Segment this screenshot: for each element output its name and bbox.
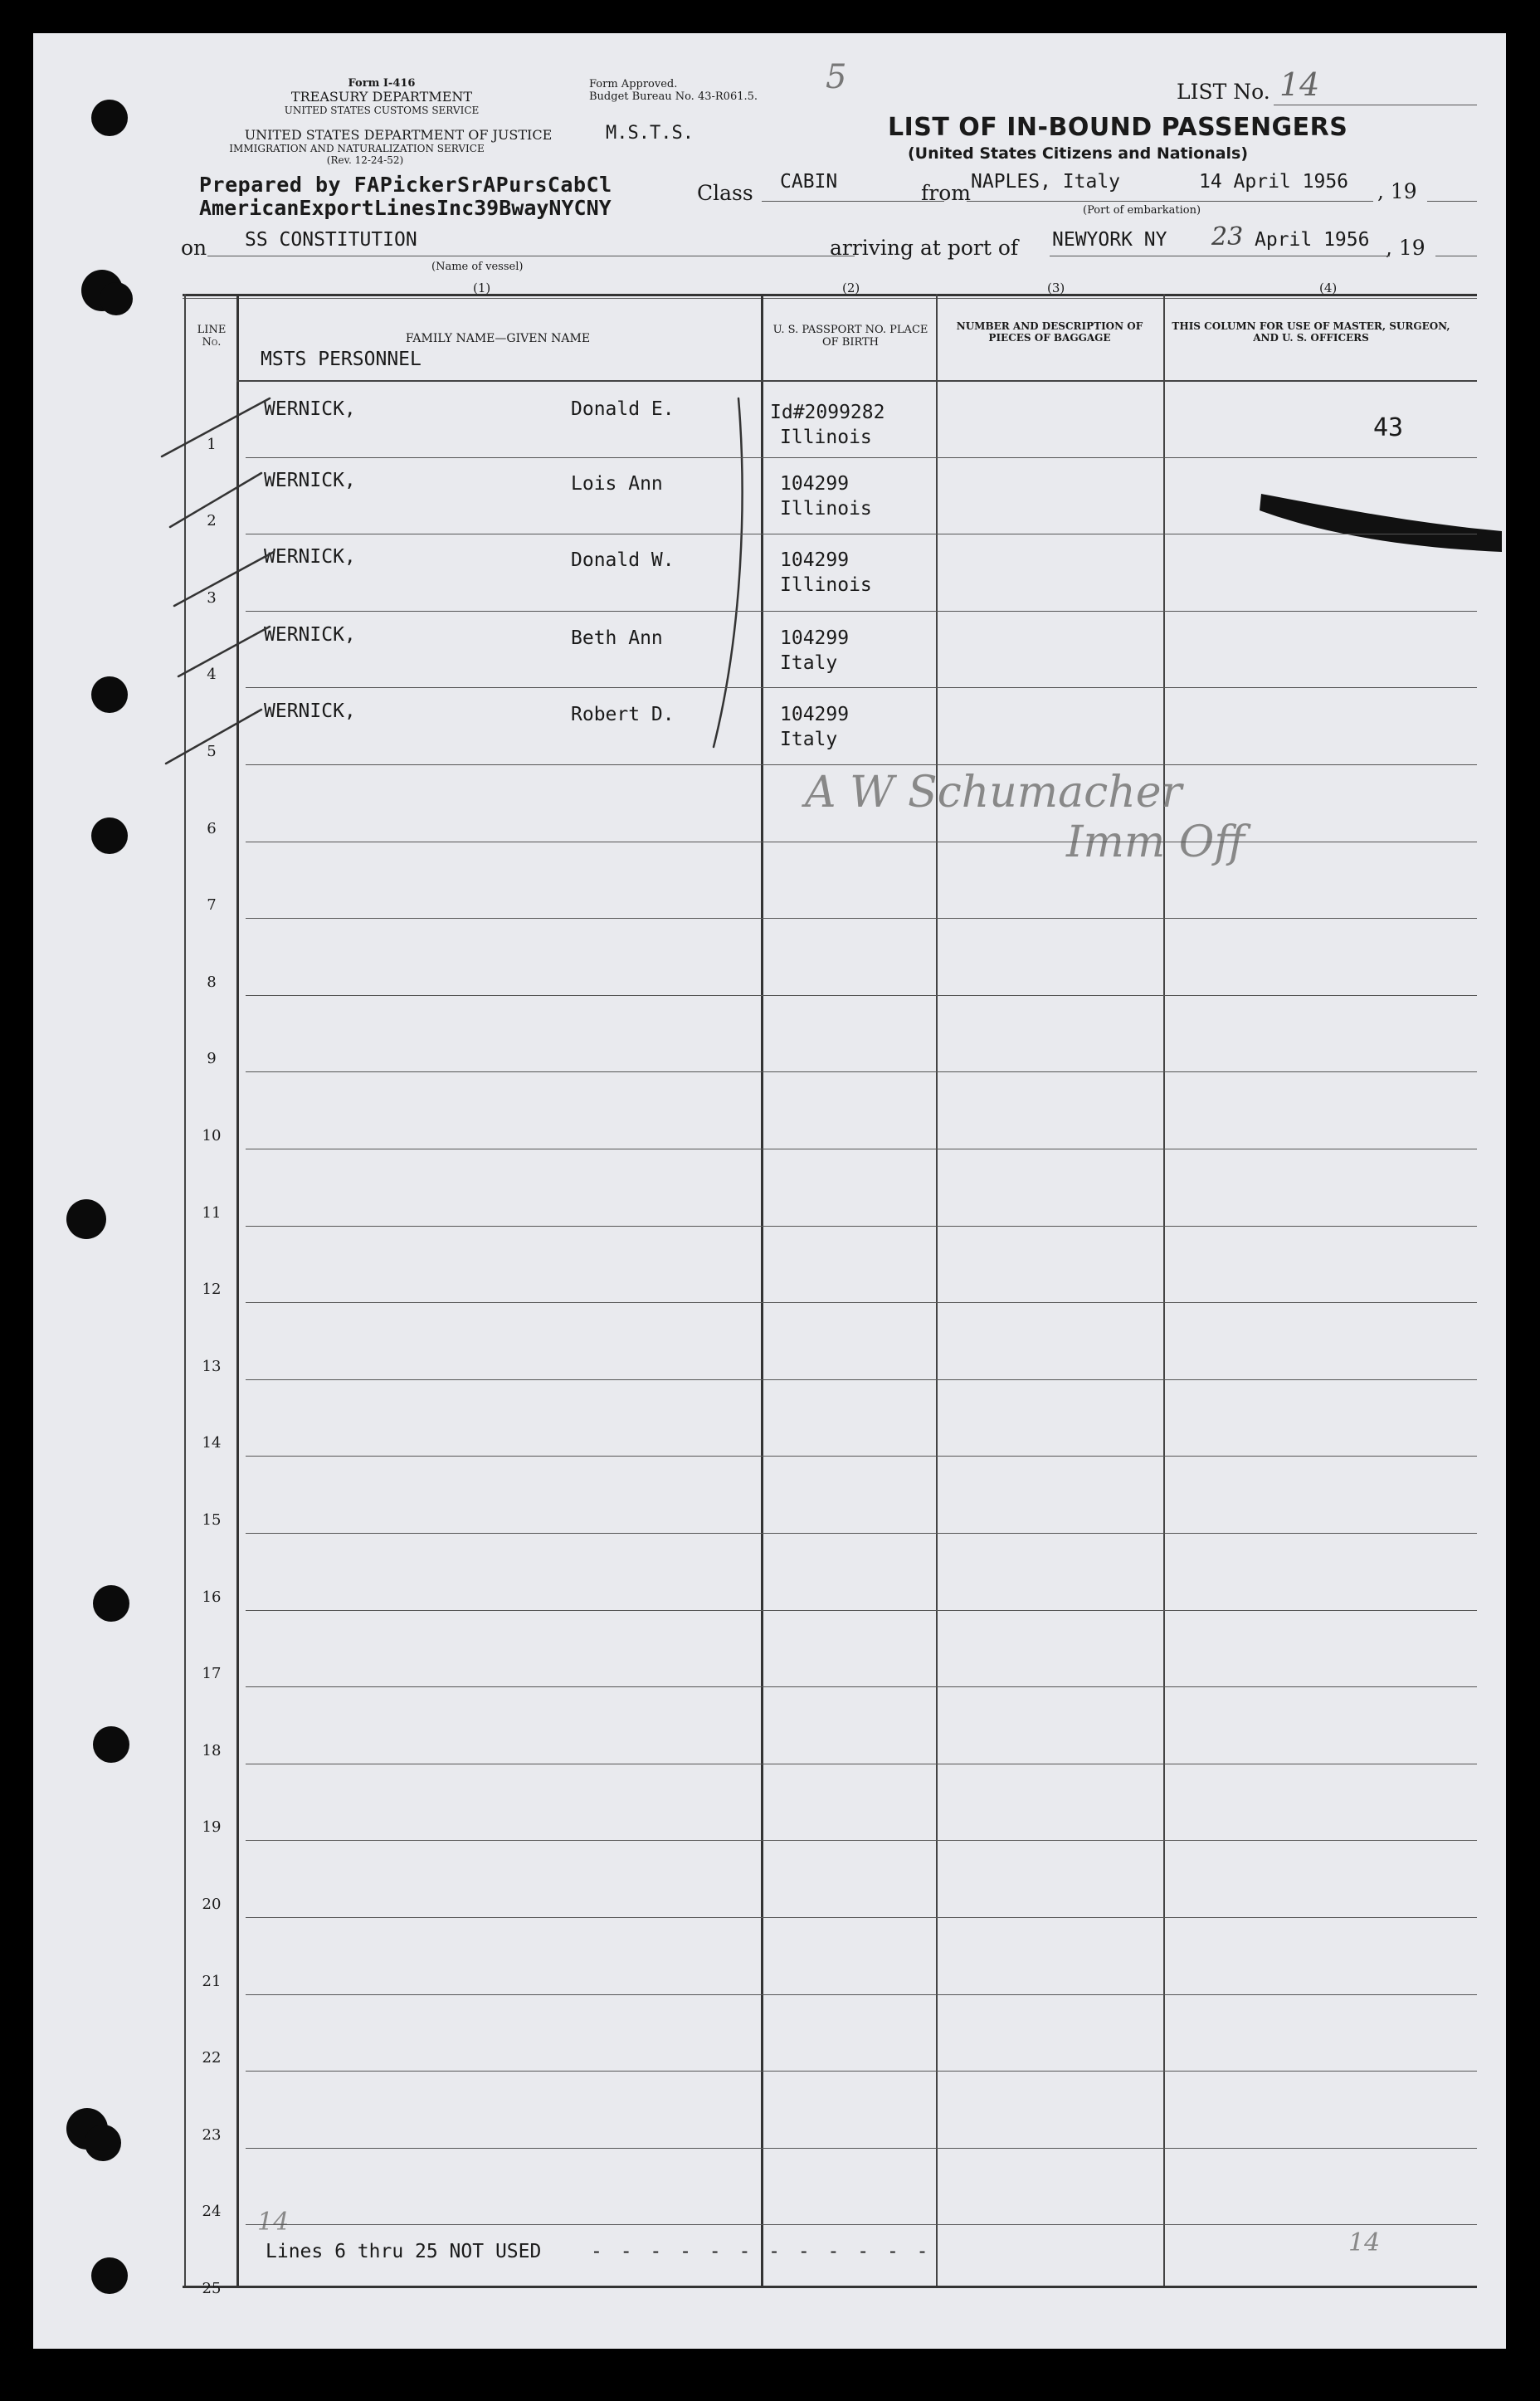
row-rule <box>246 1686 1477 1687</box>
line-number: 11 <box>202 1204 222 1222</box>
signature: A W Schumacher <box>805 768 1182 817</box>
column-number-3: (3) <box>1047 281 1065 295</box>
prepared-by: Prepared by FAPickerSrAPursCabCl <box>199 173 612 197</box>
form-approved: Form Approved. <box>589 78 678 90</box>
line-number: 17 <box>202 1665 222 1682</box>
row-rule <box>246 687 1477 688</box>
line-number: 13 <box>202 1358 222 1375</box>
line-number: 4 <box>207 666 217 683</box>
arrival-day: 23 <box>1211 222 1244 251</box>
passenger-3-given: Donald W. <box>571 549 675 571</box>
dashed-line: - - - - - - - - - - - - <box>591 2241 932 2262</box>
passenger-2-birthplace: Illinois <box>780 498 872 520</box>
row-rule <box>246 2224 1477 2225</box>
line-number: 6 <box>207 820 217 837</box>
budget-bureau: Budget Bureau No. 43-R061.5. <box>589 90 758 103</box>
bottom-left-mark: 14 <box>257 2208 290 2237</box>
passenger-5-family: WERNICK, <box>264 700 356 722</box>
line-number: 7 <box>207 896 217 914</box>
baggage-header: NUMBER AND DESCRIPTION OF PIECES OF BAGGAGE <box>956 320 1143 344</box>
line-number: 9 <box>207 1050 217 1067</box>
on-label: on <box>181 236 207 260</box>
prepared-by-company: AmericanExportLinesInc39BwayNYCNY <box>199 196 612 220</box>
column-number-4: (4) <box>1319 281 1338 295</box>
handwritten-marks <box>33 33 1506 2349</box>
line-number: 1 <box>207 436 217 453</box>
passenger-4-given: Beth Ann <box>571 627 663 649</box>
passenger-3-birthplace: Illinois <box>780 574 872 596</box>
row-rule <box>246 1071 1477 1072</box>
line-number: 8 <box>207 974 217 991</box>
passenger-1-birthplace: Illinois <box>780 427 872 448</box>
row-rule <box>246 1994 1477 1995</box>
document-title: LIST OF IN-BOUND PASSENGERS <box>888 113 1348 142</box>
name-header: FAMILY NAME—GIVEN NAME <box>405 332 591 345</box>
officer-note: 43 <box>1373 413 1404 442</box>
line-number: 23 <box>202 2126 222 2144</box>
passenger-1-passport: Id#2099282 <box>770 402 885 423</box>
officers-header: THIS COLUMN FOR USE OF MASTER, SURGEON, AND U. S. OFFICERS <box>1172 320 1450 344</box>
passenger-5-passport: 104299 <box>780 704 850 725</box>
row-rule <box>246 1302 1477 1303</box>
line-number-header: LINE No. <box>197 324 227 349</box>
row-rule <box>246 1610 1477 1611</box>
row-rule <box>246 1226 1477 1227</box>
passenger-2-passport: 104299 <box>780 473 850 495</box>
line-number: 21 <box>202 1973 222 1990</box>
signature-title: Imm Off <box>1066 817 1245 867</box>
row-rule <box>246 764 1477 765</box>
line-number: 15 <box>202 1511 222 1529</box>
line-number: 16 <box>202 1588 222 1606</box>
line-number: 20 <box>202 1896 222 1913</box>
line-number: 18 <box>202 1742 222 1759</box>
passenger-1-family: WERNICK, <box>264 398 356 420</box>
port-of-embarkation: NAPLES, Italy <box>971 171 1121 193</box>
from-label: from <box>921 181 971 205</box>
row-rule <box>246 1840 1477 1841</box>
row-rule <box>246 995 1477 996</box>
line-number: 19 <box>202 1818 222 1836</box>
form-number: Form I-416 <box>348 77 416 90</box>
row-rule <box>246 611 1477 612</box>
passenger-3-passport: 104299 <box>780 549 850 571</box>
msts-label: M.S.T.S. <box>606 123 694 144</box>
page-mark: 5 <box>826 58 847 96</box>
vessel-caption: (Name of vessel) <box>431 261 524 273</box>
passenger-4-birthplace: Italy <box>780 652 838 674</box>
passenger-5-given: Robert D. <box>571 704 675 725</box>
not-used-note: Lines 6 thru 25 NOT USED <box>266 2241 542 2262</box>
manifest-page <box>33 33 1506 2349</box>
vessel-name: SS CONSTITUTION <box>245 229 417 251</box>
line-number: 2 <box>207 512 217 529</box>
row-rule <box>246 457 1477 458</box>
line-number: 5 <box>207 743 217 760</box>
passenger-4-passport: 104299 <box>780 627 850 649</box>
group-label: MSTS PERSONNEL <box>261 349 422 370</box>
row-rule <box>246 1379 1477 1380</box>
passenger-1-given: Donald E. <box>571 398 675 420</box>
port-caption: (Port of embarkation) <box>1083 204 1201 217</box>
passenger-3-family: WERNICK, <box>264 546 356 568</box>
customs-service: UNITED STATES CUSTOMS SERVICE <box>284 105 480 116</box>
list-number-label: LIST No. <box>1177 80 1270 104</box>
row-rule <box>246 918 1477 919</box>
immigration-service: IMMIGRATION AND NATURALIZATION SERVICE <box>229 143 485 154</box>
passenger-2-family: WERNICK, <box>264 470 356 491</box>
row-rule <box>246 1533 1477 1534</box>
line-number: 14 <box>202 1434 222 1452</box>
column-number-1: (1) <box>473 281 491 295</box>
embarkation-date: 14 April 1956 <box>1199 171 1349 193</box>
treasury-department: TREASURY DEPARTMENT <box>290 89 473 105</box>
passenger-5-birthplace: Italy <box>780 729 838 750</box>
row-rule <box>246 2148 1477 2149</box>
line-number: 10 <box>202 1127 222 1144</box>
justice-department: UNITED STATES DEPARTMENT OF JUSTICE <box>244 127 553 143</box>
line-number: 22 <box>202 2049 222 2067</box>
arrival-year-suffix: , 19 <box>1386 236 1425 260</box>
revision-date: (Rev. 12-24-52) <box>326 154 404 166</box>
line-number: 25 <box>202 2280 222 2297</box>
column-number-2: (2) <box>842 281 860 295</box>
passport-header: U. S. PASSPORT NO. PLACE OF BIRTH <box>772 324 928 349</box>
year-suffix: , 19 <box>1377 179 1417 203</box>
row-rule <box>246 1456 1477 1457</box>
arrival-date: April 1956 <box>1255 229 1370 251</box>
passenger-2-given: Lois Ann <box>571 473 663 495</box>
line-number: 12 <box>202 1281 222 1298</box>
document-subtitle: (United States Citizens and Nationals) <box>908 144 1249 163</box>
line-number: 3 <box>207 589 217 607</box>
bottom-right-mark: 14 <box>1348 2228 1381 2257</box>
arriving-label: arriving at port of <box>830 236 1019 260</box>
passenger-4-family: WERNICK, <box>264 624 356 646</box>
class-label: Class <box>697 181 753 205</box>
row-rule <box>246 1917 1477 1918</box>
arrival-port: NEWYORK NY <box>1052 229 1167 251</box>
list-number: 14 <box>1279 66 1320 103</box>
class-value: CABIN <box>780 171 838 193</box>
row-rule <box>246 2071 1477 2072</box>
line-number: 24 <box>202 2203 222 2220</box>
